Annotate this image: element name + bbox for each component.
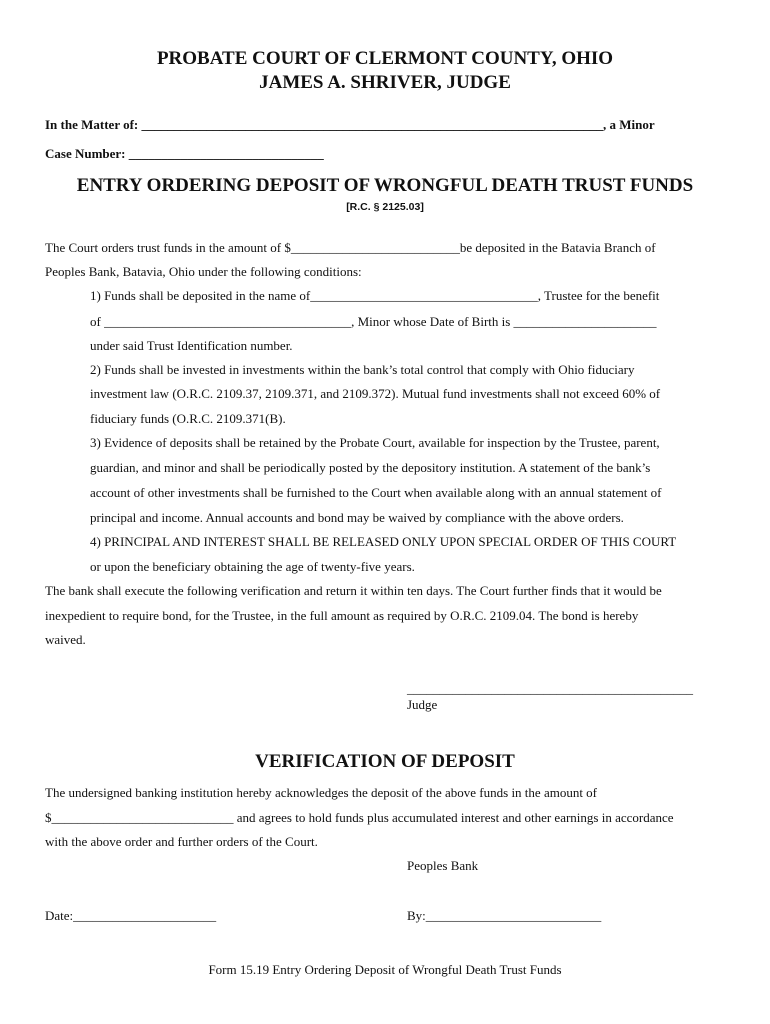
- condition-3-line: account of other investments shall be furnished to the Court when available along with an annual statement of: [90, 485, 662, 500]
- judge-name: JAMES A. SHRIVER, JUDGE: [259, 72, 511, 93]
- statute-citation: [R.C. § 2125.03]: [346, 201, 424, 213]
- case-number-field[interactable]: Case Number: ______________________________: [45, 146, 324, 161]
- judge-signature-label: Judge: [407, 697, 438, 712]
- matter-field[interactable]: In the Matter of: _______________________________________________________________________, a Minor: [45, 117, 655, 132]
- condition-4-line: 4) PRINCIPAL AND INTEREST SHALL BE RELEASED ONLY UPON SPECIAL ORDER OF THIS COURT: [90, 534, 677, 549]
- order-line: The Court orders trust funds in the amount of $__________________________be deposited in the Batavia Branch of: [45, 240, 656, 255]
- condition-1-line: under said Trust Identification number.: [90, 338, 293, 353]
- condition-2-line: investment law (O.R.C. 2109.37, 2109.371, and 2109.372). Mutual fund investments shall not exceed 60% of: [90, 386, 661, 401]
- condition-1-line: 1) Funds shall be deposited in the name of___________________________________, Trustee for the benefit: [90, 288, 660, 303]
- entry-title: ENTRY ORDERING DEPOSIT OF WRONGFUL DEATH TRUST FUNDS: [76, 175, 694, 196]
- condition-3-line: principal and income. Annual accounts and bond may be waived by compliance with the above orders.: [90, 510, 624, 525]
- order-line: waived.: [45, 632, 86, 647]
- court-name: PROBATE COURT OF CLERMONT COUNTY, OHIO: [156, 48, 614, 69]
- condition-4-line: or upon the beneficiary obtaining the age of twenty-five years.: [90, 559, 415, 574]
- condition-3-line: guardian, and minor and shall be periodically posted by the depository institution. A statement of the bank’s: [90, 460, 651, 475]
- date-field[interactable]: Date:______________________: [45, 908, 217, 923]
- condition-1-line: of ______________________________________, Minor whose Date of Birth is ______________________: [90, 314, 657, 329]
- verification-title: VERIFICATION OF DEPOSIT: [255, 751, 515, 772]
- condition-3-line: 3) Evidence of deposits shall be retained by the Probate Court, available for inspection by the Trustee, parent,: [90, 435, 660, 450]
- bank-name: Peoples Bank: [407, 858, 479, 873]
- order-line: The bank shall execute the following verification and return it within ten days. The Court further finds that it would be: [45, 583, 662, 598]
- bank-signature-field[interactable]: By:___________________________: [407, 908, 602, 923]
- condition-2-line: fiduciary funds (O.R.C. 2109.371(B).: [90, 411, 286, 426]
- verification-line: with the above order and further orders of the Court.: [45, 834, 318, 849]
- verification-line: The undersigned banking institution hereby acknowledges the deposit of the above funds in the amount of: [45, 785, 598, 800]
- condition-2-line: 2) Funds shall be invested in investments within the bank’s total control that comply with Ohio fiduciary: [90, 362, 635, 377]
- judge-signature-line[interactable]: ____________________________________________: [407, 681, 693, 696]
- deposit-amount-line[interactable]: $____________________________ and agrees to hold funds plus accumulated interest and other earnings in accordance: [45, 810, 674, 825]
- order-line: inexpedient to require bond, for the Trustee, in the full amount as required by O.R.C. 2109.04. The bond is hereby: [45, 608, 639, 623]
- form-footer: Form 15.19 Entry Ordering Deposit of Wrongful Death Trust Funds: [208, 962, 562, 977]
- order-line: Peoples Bank, Batavia, Ohio under the following conditions:: [45, 264, 362, 279]
